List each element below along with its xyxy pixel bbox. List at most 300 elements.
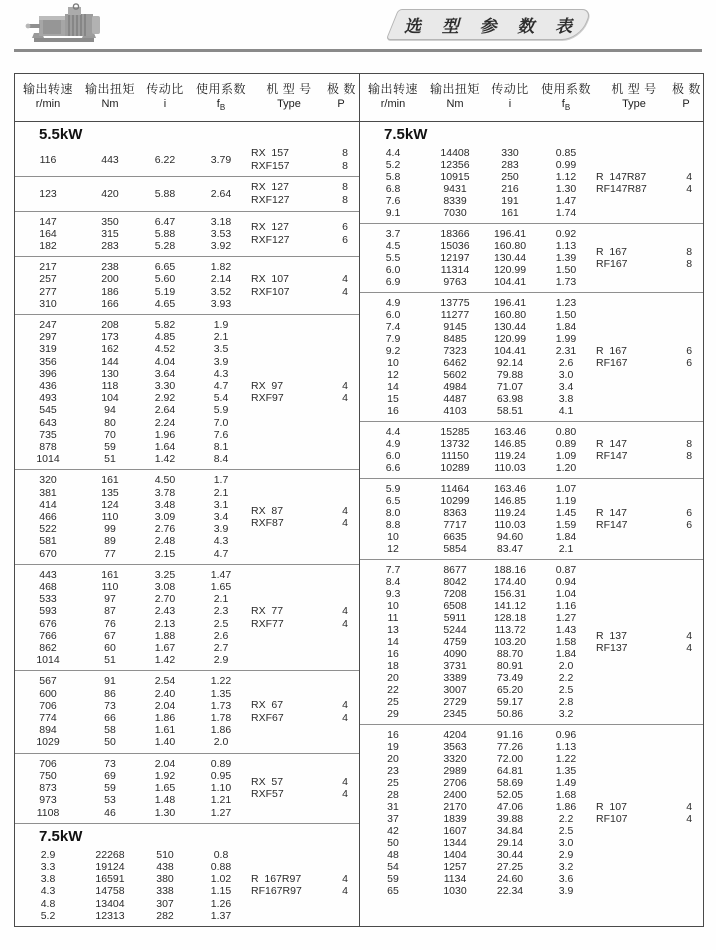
- cell-ratio: 510: [156, 848, 174, 861]
- spec-rows: [15, 474, 251, 559]
- cell-torque: 77: [104, 547, 116, 560]
- table-row: [15, 404, 251, 416]
- col-unit-type: Type: [622, 98, 646, 110]
- spec-group: [360, 224, 703, 293]
- spec-rows: [360, 228, 596, 288]
- table-row: [360, 183, 596, 195]
- cell-factor: 1.73: [210, 699, 232, 712]
- cell-factor: 1.86: [210, 724, 232, 737]
- table-row: [15, 630, 251, 642]
- cell-speed: 11: [387, 612, 399, 625]
- cell-torque: 5854: [443, 543, 467, 556]
- cell-speed: 65: [387, 885, 399, 898]
- table-row: [15, 794, 251, 806]
- type-label: RX 157: [251, 147, 289, 160]
- cell-factor: 3.52: [210, 285, 232, 298]
- cell-torque: 315: [101, 227, 119, 240]
- cell-speed: 381: [39, 486, 57, 499]
- table-row: [360, 462, 596, 474]
- cell-factor: 4.7: [213, 547, 229, 560]
- cell-torque: 8485: [443, 333, 467, 346]
- cell-speed: 522: [39, 523, 57, 536]
- cell-speed: 14: [387, 636, 399, 649]
- table-row: [360, 684, 596, 696]
- cell-ratio: 196.41: [493, 297, 527, 310]
- table-row: [360, 648, 596, 660]
- table-row: [360, 708, 596, 720]
- table-row: [360, 777, 596, 789]
- table-row: [360, 765, 596, 777]
- cell-torque: 73: [104, 757, 116, 770]
- table-row: [15, 642, 251, 654]
- cell-factor: 2.0: [213, 736, 229, 749]
- cell-ratio: 120.99: [493, 333, 527, 346]
- cell-factor: 2.7: [213, 642, 229, 655]
- cell-torque: 6508: [443, 600, 467, 613]
- cell-speed: 6.0: [385, 309, 401, 322]
- cell-speed: 10: [387, 531, 399, 544]
- cell-speed: 643: [39, 416, 57, 429]
- cell-speed: 6.0: [385, 264, 401, 277]
- type-label: R 167R97: [251, 872, 302, 885]
- cell-ratio: 2.04: [154, 757, 176, 770]
- cell-ratio: 65.20: [496, 684, 524, 697]
- cell-ratio: 71.07: [496, 381, 524, 394]
- cell-factor: 1.12: [555, 171, 577, 184]
- pole-column: [331, 380, 359, 405]
- cell-speed: 5.2: [40, 909, 56, 922]
- cell-ratio: 1.64: [154, 441, 176, 454]
- cell-torque: 12356: [440, 159, 470, 172]
- cell-factor: 0.80: [555, 426, 577, 439]
- type-label: RF147R87: [596, 183, 647, 196]
- col-header-ratio: 传动比: [146, 82, 184, 96]
- cell-ratio: 5.28: [154, 239, 176, 252]
- col-unit-torque: Nm: [446, 98, 464, 110]
- cell-factor: 3.4: [558, 381, 574, 394]
- col-header-type: 机 型 号: [266, 82, 312, 96]
- cell-ratio: 47.06: [496, 801, 524, 814]
- cell-factor: 1.82: [210, 261, 232, 274]
- table-row: [15, 758, 251, 770]
- cell-factor: 0.89: [210, 757, 232, 770]
- cell-ratio: 52.05: [496, 789, 524, 802]
- type-label: RX 107: [251, 272, 289, 285]
- cell-ratio: 4.52: [154, 343, 176, 356]
- cell-factor: 0.88: [210, 860, 232, 873]
- cell-speed: 396: [39, 367, 57, 380]
- cell-factor: 3.93: [210, 297, 232, 310]
- cell-torque: 59: [104, 782, 116, 795]
- col-header-poles: 极 数: [327, 82, 356, 96]
- table-left-half: [15, 122, 359, 926]
- table-row: [15, 188, 251, 200]
- type-label: RXF127: [251, 233, 290, 246]
- table-header-left: [15, 74, 359, 121]
- table-row: [360, 813, 596, 825]
- cell-speed: 7.4: [385, 321, 401, 334]
- type-column: [596, 246, 675, 271]
- type-label: RX 67: [251, 699, 284, 712]
- cell-torque: 7717: [443, 519, 467, 532]
- table-row: [15, 688, 251, 700]
- cell-speed: 13: [387, 624, 399, 637]
- spec-group: [15, 212, 359, 258]
- spec-group: [15, 671, 359, 753]
- pole-column: [675, 171, 703, 196]
- cell-speed: 297: [39, 331, 57, 344]
- table-header: [15, 74, 703, 122]
- cell-ratio: 1.96: [154, 428, 176, 441]
- cell-speed: 774: [39, 712, 57, 725]
- cell-torque: 69: [104, 769, 116, 782]
- pole-column: [331, 505, 359, 530]
- cell-ratio: 4.65: [154, 297, 176, 310]
- cell-torque: 87: [104, 605, 116, 618]
- cell-torque: 162: [101, 343, 119, 356]
- cell-torque: 1030: [443, 885, 467, 898]
- cell-torque: 19124: [95, 860, 125, 873]
- pole-value: 4: [342, 504, 348, 517]
- cell-ratio: 64.81: [496, 765, 524, 778]
- cell-speed: 1108: [36, 806, 60, 819]
- cell-ratio: 83.47: [496, 543, 524, 556]
- cell-speed: 10: [387, 357, 399, 370]
- type-label: RXF87: [251, 517, 284, 530]
- cell-ratio: 1.30: [154, 806, 176, 819]
- cell-ratio: 2.15: [154, 547, 176, 560]
- cell-ratio: 1.65: [154, 782, 176, 795]
- table-row: [15, 569, 251, 581]
- table-row: [360, 357, 596, 369]
- table-row: [15, 441, 251, 453]
- pole-column: [675, 801, 703, 826]
- cell-speed: 468: [39, 581, 57, 594]
- pole-column: [331, 147, 359, 172]
- cell-factor: 1.10: [210, 782, 232, 795]
- cell-torque: 5911: [443, 612, 467, 625]
- cell-torque: 110: [101, 511, 119, 524]
- cell-torque: 4204: [443, 729, 467, 742]
- cell-ratio: 196.41: [493, 228, 527, 241]
- table-row: [360, 333, 596, 345]
- table-row: [15, 700, 251, 712]
- cell-ratio: 1.61: [154, 724, 176, 737]
- pole-value: 8: [686, 450, 693, 463]
- cell-torque: 8677: [443, 564, 467, 577]
- type-label: R 147: [596, 437, 627, 450]
- cell-torque: 7208: [443, 588, 467, 601]
- cell-speed: 4.9: [385, 438, 401, 451]
- cell-factor: 2.3: [213, 605, 229, 618]
- cell-torque: 166: [101, 297, 119, 310]
- power-rating-heading: 7.5kW: [384, 126, 428, 144]
- cell-torque: 2345: [443, 708, 467, 721]
- cell-speed: 6.0: [385, 450, 401, 463]
- cell-ratio: 3.09: [154, 511, 176, 524]
- cell-torque: 200: [101, 273, 119, 286]
- cell-ratio: 160.80: [493, 309, 527, 322]
- cell-torque: 1134: [443, 873, 467, 886]
- cell-ratio: 128.18: [493, 612, 527, 625]
- cell-ratio: 338: [156, 885, 174, 898]
- cell-factor: 1.7: [213, 474, 229, 487]
- table-row: [15, 581, 251, 593]
- cell-factor: 1.50: [555, 309, 577, 322]
- type-column: [251, 181, 331, 206]
- table-row: [360, 849, 596, 861]
- cell-ratio: 80.91: [496, 660, 524, 673]
- cell-torque: 161: [101, 474, 119, 487]
- cell-speed: 466: [39, 511, 57, 524]
- cell-ratio: 104.41: [493, 345, 527, 358]
- cell-torque: 2989: [443, 765, 467, 778]
- table-row: [15, 319, 251, 331]
- cell-speed: 878: [39, 441, 57, 454]
- cell-torque: 60: [104, 642, 116, 655]
- type-label: R 167: [596, 344, 627, 357]
- cell-speed: 545: [39, 404, 57, 417]
- cell-torque: 3389: [443, 672, 467, 685]
- cell-ratio: 6.65: [154, 261, 176, 274]
- cell-torque: 14408: [440, 147, 470, 160]
- cell-speed: 4.9: [385, 297, 401, 310]
- cell-speed: 8.4: [385, 576, 401, 589]
- cell-speed: 37: [387, 813, 399, 826]
- table-row: [360, 531, 596, 543]
- cell-torque: 5602: [443, 369, 467, 382]
- table-row: [15, 807, 251, 819]
- cell-torque: 283: [101, 239, 119, 252]
- spec-group: [15, 315, 359, 470]
- type-label: R 147: [596, 506, 627, 519]
- cell-factor: 1.07: [555, 483, 577, 496]
- table-row: [360, 825, 596, 837]
- table-row: [360, 450, 596, 462]
- cell-speed: 4.5: [385, 240, 401, 253]
- cell-speed: 23: [387, 765, 399, 778]
- cell-ratio: 4.85: [154, 331, 176, 344]
- cell-factor: 1.30: [555, 183, 577, 196]
- cell-factor: 1.84: [555, 531, 577, 544]
- cell-speed: 22: [387, 684, 399, 697]
- cell-factor: 0.95: [210, 769, 232, 782]
- type-column: [251, 380, 331, 405]
- table-row: [360, 837, 596, 849]
- cell-ratio: 110.03: [494, 462, 526, 475]
- type-label: RXF67: [251, 712, 284, 725]
- type-label: RF167: [596, 357, 628, 370]
- cell-torque: 3007: [443, 684, 467, 697]
- type-label: RXF107: [251, 285, 290, 298]
- cell-ratio: 3.08: [154, 581, 176, 594]
- type-column: [596, 345, 675, 370]
- type-label: R 167: [596, 245, 627, 258]
- cell-torque: 420: [101, 187, 119, 200]
- table-row: [360, 612, 596, 624]
- cell-factor: 1.49: [555, 777, 577, 790]
- cell-ratio: 73.49: [496, 672, 524, 685]
- cell-ratio: 119.24: [494, 507, 526, 520]
- cell-ratio: 1.92: [154, 769, 176, 782]
- cell-speed: 894: [39, 724, 57, 737]
- cell-torque: 7323: [443, 345, 467, 358]
- power-rating-heading: 5.5kW: [39, 126, 83, 144]
- pole-value: 4: [342, 272, 348, 285]
- cell-ratio: 163.46: [493, 426, 527, 439]
- cell-torque: 11277: [440, 309, 470, 322]
- cell-ratio: 5.19: [154, 285, 176, 298]
- table-row: [360, 297, 596, 309]
- pole-column: [675, 507, 703, 532]
- cell-factor: 0.99: [555, 159, 577, 172]
- cell-torque: 118: [101, 380, 119, 392]
- cell-speed: 676: [39, 617, 57, 630]
- cell-factor: 0.85: [555, 147, 577, 160]
- cell-torque: 7030: [443, 207, 467, 220]
- table-row: [360, 729, 596, 741]
- table-row: [360, 426, 596, 438]
- table-row: [15, 654, 251, 666]
- cell-torque: 9763: [443, 276, 467, 289]
- pole-value: 4: [686, 813, 693, 826]
- cell-ratio: 283: [501, 159, 519, 172]
- cell-factor: 3.0: [558, 837, 574, 850]
- cell-speed: 257: [39, 273, 57, 286]
- cell-speed: 7.9: [385, 333, 401, 346]
- table-row: [15, 736, 251, 748]
- cell-factor: 0.94: [555, 576, 577, 589]
- cell-speed: 7.6: [385, 195, 401, 208]
- cell-speed: 147: [39, 215, 57, 228]
- table-row: [15, 240, 251, 252]
- table-row: [360, 519, 596, 531]
- table-row: [360, 321, 596, 333]
- table-row: [360, 885, 596, 897]
- cell-speed: 5.2: [385, 159, 401, 172]
- cell-torque: 2729: [443, 696, 467, 709]
- cell-factor: 1.58: [555, 636, 577, 649]
- cell-factor: 1.21: [210, 794, 232, 807]
- cell-speed: 750: [39, 769, 57, 782]
- cell-factor: 1.23: [555, 297, 577, 310]
- col-unit-torque: Nm: [101, 98, 119, 110]
- type-label: RX 87: [251, 504, 284, 517]
- cell-speed: 1029: [36, 736, 60, 749]
- table-row: [15, 511, 251, 523]
- cell-factor: 2.1: [213, 486, 229, 499]
- cell-speed: 735: [39, 428, 57, 441]
- spec-rows: [15, 849, 251, 922]
- cell-ratio: 188.16: [493, 564, 527, 577]
- cell-torque: 16591: [95, 873, 125, 886]
- type-label: RXF127: [251, 193, 290, 206]
- spec-group: [360, 143, 703, 224]
- cell-torque: 15036: [440, 240, 470, 253]
- cell-ratio: 4.50: [154, 474, 176, 487]
- pole-value: 8: [686, 437, 693, 450]
- table-row: [15, 523, 251, 535]
- cell-speed: 277: [39, 285, 57, 298]
- cell-factor: 1.39: [555, 252, 577, 265]
- cell-speed: 5.5: [385, 252, 401, 265]
- cell-factor: 1.50: [555, 264, 577, 277]
- cell-factor: 0.8: [213, 848, 229, 861]
- table-row: [15, 618, 251, 630]
- spec-rows: [15, 675, 251, 748]
- cell-speed: 10: [387, 600, 399, 613]
- pole-value: 4: [686, 170, 693, 183]
- cell-factor: 1.35: [210, 687, 232, 700]
- cell-factor: 1.16: [555, 600, 577, 613]
- pole-value: 6: [686, 344, 693, 357]
- cell-ratio: 24.60: [496, 873, 524, 886]
- cell-factor: 3.5: [213, 343, 229, 356]
- cell-torque: 2706: [443, 777, 467, 790]
- cell-factor: 2.5: [558, 684, 574, 697]
- col-header-factor: 使用系数: [540, 82, 591, 96]
- cell-speed: 436: [39, 380, 57, 392]
- cell-torque: 51: [104, 453, 116, 466]
- cell-ratio: 6.47: [154, 215, 176, 228]
- cell-factor: 2.2: [558, 813, 574, 826]
- cell-factor: 1.27: [555, 612, 577, 625]
- title-banner: [386, 9, 593, 40]
- col-header-factor: 使用系数: [195, 82, 246, 96]
- cell-factor: 0.87: [555, 564, 577, 577]
- table-header-right: [359, 74, 703, 121]
- table-row: [360, 147, 596, 159]
- cell-factor: 3.92: [210, 239, 232, 252]
- table-row: [360, 393, 596, 405]
- cell-speed: 9.1: [385, 207, 401, 220]
- table-row: [360, 369, 596, 381]
- cell-torque: 1257: [443, 861, 467, 874]
- header-divider-rule: [14, 49, 702, 52]
- cell-ratio: 58.69: [496, 777, 524, 790]
- cell-factor: 1.37: [210, 909, 232, 922]
- cell-ratio: 59.17: [496, 696, 524, 709]
- cell-torque: 46: [104, 806, 116, 819]
- cell-torque: 110: [101, 581, 119, 594]
- table-row: [360, 636, 596, 648]
- cell-ratio: 146.85: [493, 438, 527, 451]
- spec-rows: [15, 758, 251, 819]
- cell-speed: 31: [387, 801, 399, 814]
- cell-speed: 356: [39, 355, 57, 368]
- cell-speed: 16: [387, 405, 399, 418]
- cell-torque: 124: [101, 498, 119, 511]
- cell-ratio: 119.24: [494, 450, 526, 463]
- table-row: [15, 356, 251, 368]
- cell-ratio: 1.86: [154, 712, 176, 725]
- type-label: RXF97: [251, 392, 284, 405]
- cell-factor: 2.31: [555, 345, 577, 358]
- cell-ratio: 3.30: [154, 380, 176, 392]
- cell-factor: 1.13: [555, 240, 577, 253]
- cell-torque: 3563: [443, 741, 467, 754]
- cell-torque: 22268: [95, 848, 125, 861]
- pole-value: 4: [342, 788, 348, 801]
- table-row: [360, 789, 596, 801]
- table-row: [360, 672, 596, 684]
- col-unit-speed: r/min: [380, 98, 406, 110]
- cell-ratio: 39.88: [496, 813, 524, 826]
- cell-factor: 5.9: [213, 404, 229, 417]
- cell-speed: 182: [39, 239, 57, 252]
- cell-factor: 4.1: [558, 405, 574, 418]
- cell-speed: 319: [39, 343, 57, 356]
